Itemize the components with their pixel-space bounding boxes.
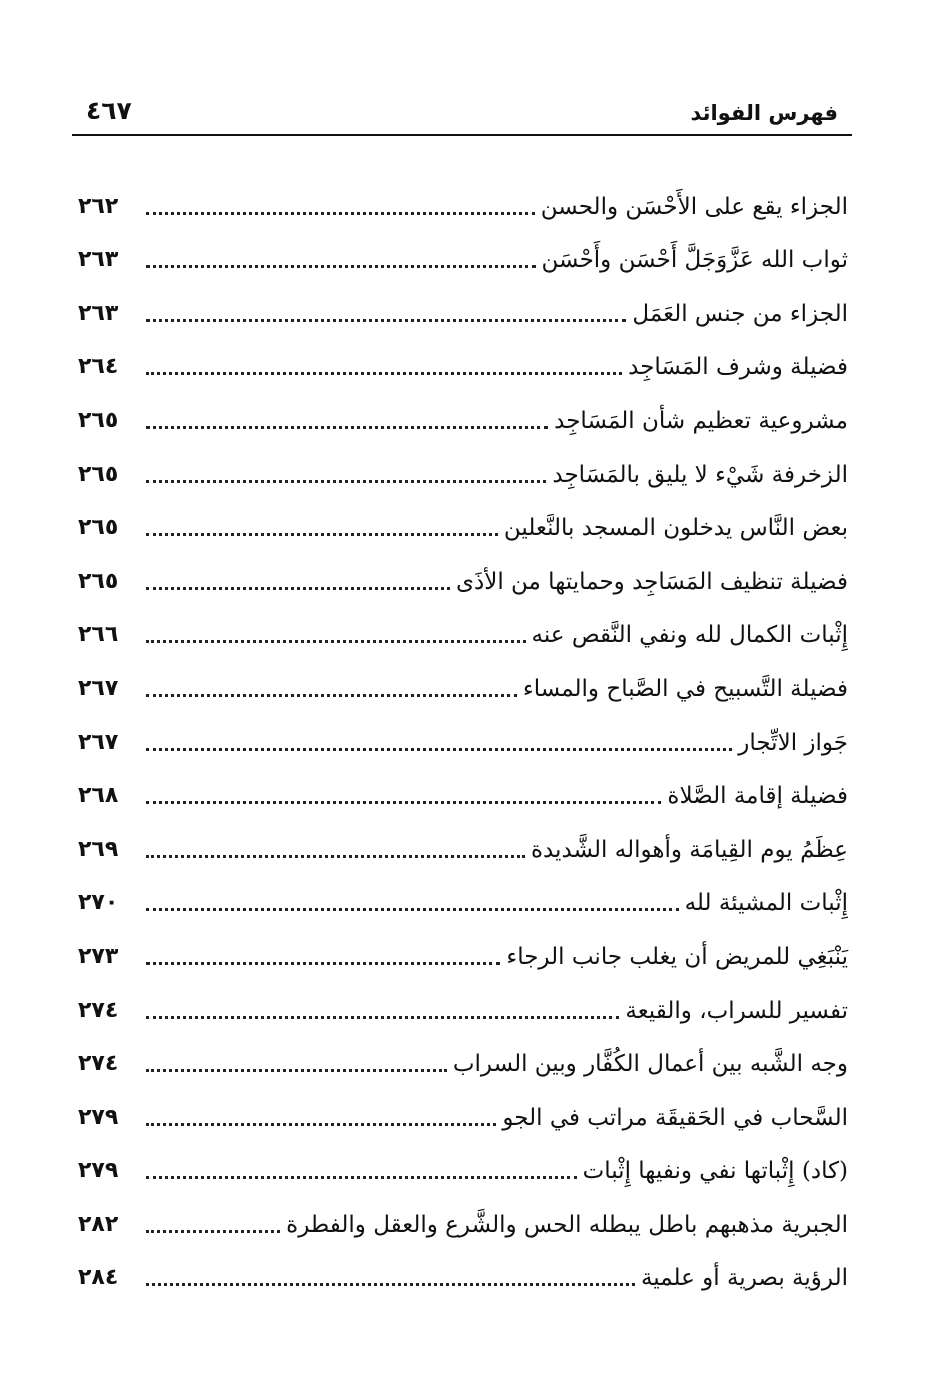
toc-entry-title: مشروعية تعظيم شأن المَسَاجِد xyxy=(554,407,848,434)
toc-entry xyxy=(78,384,848,438)
dot-leader xyxy=(146,694,517,697)
toc-entry xyxy=(78,974,848,1028)
dot-leader xyxy=(146,319,626,322)
page-number: ٤٦٧ xyxy=(86,96,132,125)
toc-entry-page: ٢٦٥ xyxy=(78,568,119,594)
dot-leader xyxy=(146,587,450,590)
toc-entry-page: ٢٧٤ xyxy=(78,997,119,1023)
toc-entry-page: ٢٧٠ xyxy=(78,890,119,916)
toc-entry xyxy=(78,1242,848,1296)
header-divider xyxy=(72,134,852,136)
toc-entry-title: فضيلة التَّسبيح في الصَّباح والمساء xyxy=(522,675,848,702)
toc-entry-page: ٢٨٢ xyxy=(78,1211,119,1237)
toc-entry-page: ٢٧٤ xyxy=(78,1051,119,1077)
running-header xyxy=(72,96,852,134)
dot-leader xyxy=(146,855,525,858)
toc-entry-title: فضيلة وشرف المَسَاجِد xyxy=(628,354,848,381)
toc-entry-page: ٢٧٩ xyxy=(78,1158,119,1184)
toc-entry xyxy=(78,492,848,546)
toc-entry-title: الرؤية بصرية أو علمية xyxy=(640,1265,848,1292)
toc-entry-title: الزخرفة شَيْء لا يليق بالمَسَاجِد xyxy=(552,461,848,488)
toc-entry-page: ٢٦٥ xyxy=(78,407,119,433)
toc-entry-page: ٢٧٣ xyxy=(78,943,119,969)
toc-entry xyxy=(78,760,848,814)
dot-leader xyxy=(146,748,732,751)
dot-leader xyxy=(146,640,526,643)
dot-leader xyxy=(146,1283,635,1286)
dot-leader xyxy=(146,908,679,911)
toc-entry xyxy=(78,813,848,867)
toc-entry-page: ٢٦٣ xyxy=(78,300,119,326)
dot-leader xyxy=(146,372,622,375)
dot-leader xyxy=(146,962,500,965)
dot-leader xyxy=(146,426,548,429)
toc-entry-title: تفسير للسراب، والقيعة xyxy=(625,997,848,1024)
dot-leader xyxy=(146,1069,447,1072)
dot-leader xyxy=(146,801,661,804)
toc-entry xyxy=(78,545,848,599)
toc-entry-title: بعض النَّاس يدخلون المسجد بالنَّعلين xyxy=(503,515,848,542)
toc-entry-page: ٢٦٨ xyxy=(78,783,119,809)
toc-entry-title: عِظَمُ يوم القِيامَة وأهواله الشَّديدة xyxy=(530,836,848,863)
toc-entry-title: يَنْبَغِي للمريض أن يغلب جانب الرجاء xyxy=(506,943,848,970)
toc-entry xyxy=(78,1135,848,1189)
toc-entry xyxy=(78,1188,848,1242)
toc-entry xyxy=(78,867,848,921)
toc-entry-page: ٢٦٧ xyxy=(78,675,119,701)
toc-entry-title: فضيلة إقامة الصَّلاة xyxy=(667,783,848,810)
toc-entry-title: (كاد) إِثْباتها نفي ونفيها إِثْبات xyxy=(582,1158,848,1185)
toc-entry xyxy=(78,224,848,278)
toc-entry-page: ٢٦٥ xyxy=(78,515,119,541)
toc-entry-page: ٢٦٥ xyxy=(78,461,119,487)
dot-leader xyxy=(146,212,535,215)
toc-entry-title: جَواز الاتِّجار xyxy=(738,729,848,756)
toc-entry xyxy=(78,1081,848,1135)
toc-entry-title: الجزاء من جنس العَمَل xyxy=(632,300,848,327)
toc-entry-title: وجه الشَّبه بين أعمال الكُفَّار وبين السراب xyxy=(452,1051,848,1078)
toc-list xyxy=(78,170,848,1295)
toc-entry xyxy=(78,170,848,224)
dot-leader xyxy=(146,1123,496,1126)
toc-entry xyxy=(78,1028,848,1082)
dot-leader xyxy=(146,1230,280,1233)
toc-entry xyxy=(78,599,848,653)
toc-entry-title: ثواب الله عَزَّوَجَلَّ أَحْسَن وأَحْسَن xyxy=(541,247,848,274)
toc-entry-page: ٢٦٢ xyxy=(78,193,119,219)
toc-entry xyxy=(78,438,848,492)
toc-entry xyxy=(78,331,848,385)
toc-entry-title: السَّحاب في الحَقيقَة مراتب في الجو xyxy=(502,1104,848,1131)
dot-leader xyxy=(146,1176,577,1179)
toc-entry-page: ٢٧٩ xyxy=(78,1104,119,1130)
toc-entry-title: فضيلة تنظيف المَسَاجِد وحمايتها من الأذَى xyxy=(455,568,848,595)
header-title: فهرس الفوائد xyxy=(690,101,838,125)
toc-entry xyxy=(78,706,848,760)
toc-entry xyxy=(78,652,848,706)
dot-leader xyxy=(146,265,536,268)
toc-entry xyxy=(78,277,848,331)
toc-entry-page: ٢٦٧ xyxy=(78,729,119,755)
toc-entry-page: ٢٦٦ xyxy=(78,622,119,648)
toc-entry-page: ٢٦٤ xyxy=(78,354,119,380)
toc-entry-page: ٢٦٩ xyxy=(78,836,119,862)
dot-leader xyxy=(146,1016,619,1019)
toc-entry-title: إِثْبات المشيئة لله xyxy=(684,890,848,917)
toc-entry-title: الجزاء يقع على الأَحْسَن والحسن xyxy=(540,193,848,220)
toc-entry-title: إِثْبات الكمال لله ونفي النَّقص عنه xyxy=(531,622,848,649)
toc-entry xyxy=(78,920,848,974)
dot-leader xyxy=(146,533,498,536)
toc-entry-page: ٢٨٤ xyxy=(78,1265,119,1291)
dot-leader xyxy=(146,480,546,483)
toc-entry-page: ٢٦٣ xyxy=(78,247,119,273)
toc-entry-title: الجبرية مذهبهم باطل يبطله الحس والشَّرع والعقل والفطرة xyxy=(286,1211,848,1238)
